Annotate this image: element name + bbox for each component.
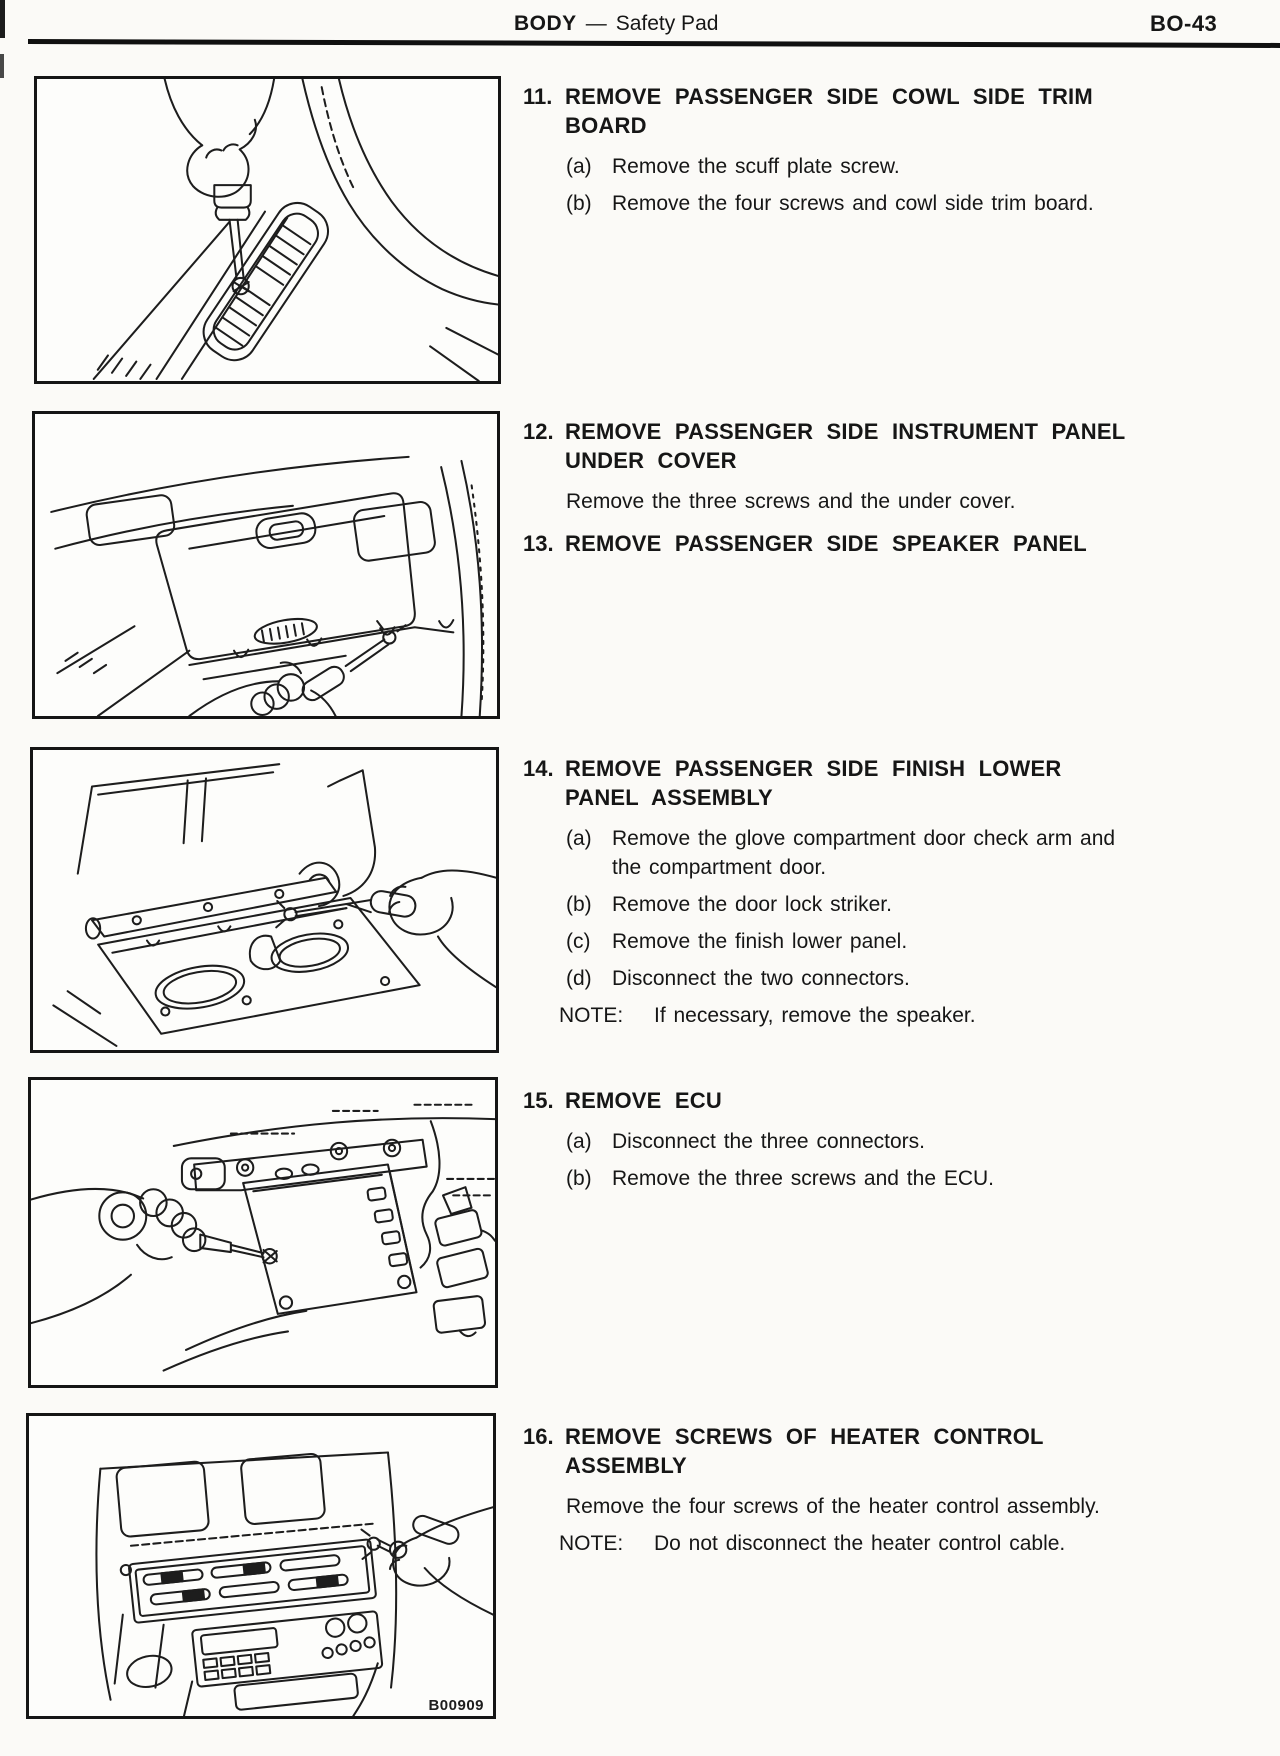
- substep-label: (a): [566, 155, 592, 178]
- figure-code: B00909: [428, 1697, 484, 1714]
- substep: [523, 890, 1135, 919]
- illustration-heater-control: [26, 1413, 496, 1719]
- substep-text: Remove the glove compartment door check arm and the compartment door.: [612, 827, 1116, 879]
- scan-artifact: [0, 54, 4, 78]
- illustration-ecu-removal: [28, 1077, 498, 1388]
- note-text: If necessary, remove the speaker.: [654, 1004, 976, 1027]
- step-body: Remove the three screws and the under cover.: [566, 490, 1016, 513]
- substep-text: Remove the finish lower panel.: [612, 930, 908, 953]
- illustration-scuff-plate-screw: [34, 76, 501, 384]
- note-label: NOTE:: [559, 1532, 624, 1555]
- substep-label: (a): [566, 1130, 592, 1153]
- step-title: [565, 417, 1125, 475]
- header-rule: [28, 39, 1280, 48]
- step-title-line: REMOVE PASSENGER SIDE INSTRUMENT PANEL: [565, 419, 1126, 444]
- step-title-line: UNDER COVER: [565, 448, 737, 473]
- step-title-line: BOARD: [565, 113, 647, 138]
- header-separator: —: [585, 12, 607, 35]
- step-title: [565, 82, 1093, 140]
- step-title-line: REMOVE PASSENGER SIDE SPEAKER PANEL: [565, 531, 1087, 556]
- illustration-finish-lower-panel: [30, 747, 499, 1053]
- step-body: Remove the four screws of the heater control assembly.: [566, 1495, 1100, 1518]
- step-number: 16.: [523, 1424, 554, 1449]
- substep-label: (d): [566, 967, 592, 990]
- substep-text: Remove the three screws and the ECU.: [612, 1167, 995, 1190]
- subsection-title: Safety Pad: [615, 12, 719, 35]
- step-12: [523, 417, 1135, 516]
- step-title-line: REMOVE ECU: [565, 1088, 722, 1113]
- step-title-line: REMOVE PASSENGER SIDE FINISH LOWER: [565, 756, 1062, 781]
- section-title: BODY: [514, 12, 577, 35]
- note: [523, 1001, 1135, 1030]
- note-text: Do not disconnect the heater control cable.: [654, 1532, 1066, 1555]
- substep-label: (b): [566, 893, 592, 916]
- illustration-under-cover: [32, 411, 500, 719]
- substep-label: (b): [566, 192, 592, 215]
- substep: [523, 927, 1135, 956]
- substep: [523, 152, 1135, 181]
- step-16: [523, 1422, 1135, 1558]
- step-title-line: REMOVE PASSENGER SIDE COWL SIDE TRIM: [565, 84, 1093, 109]
- step-15: [523, 1086, 1135, 1193]
- substep: [523, 189, 1135, 218]
- step-number: 14.: [523, 756, 554, 781]
- step-title: [565, 1086, 722, 1115]
- substep: [523, 964, 1135, 993]
- step-number: 13.: [523, 531, 554, 556]
- substep: [523, 1164, 1135, 1193]
- step-14: [523, 754, 1135, 1030]
- substep-label: (b): [566, 1167, 592, 1190]
- note-label: NOTE:: [559, 1004, 624, 1027]
- step-number: 11.: [523, 84, 553, 109]
- page-header: [514, 12, 718, 36]
- substep-label: (a): [566, 827, 592, 850]
- step-title: [565, 1422, 1044, 1480]
- step-11: [523, 82, 1135, 218]
- step-title: [565, 529, 1087, 558]
- step-title-line: PANEL ASSEMBLY: [565, 785, 773, 810]
- step-title-line: REMOVE SCREWS OF HEATER CONTROL: [565, 1424, 1044, 1449]
- step-13: [523, 529, 1135, 558]
- note: [523, 1529, 1135, 1558]
- page-number: BO-43: [1150, 11, 1218, 36]
- step-title-line: ASSEMBLY: [565, 1453, 687, 1478]
- substep: [523, 824, 1135, 882]
- substep-text: Disconnect the two connectors.: [612, 967, 910, 990]
- substep-text: Disconnect the three connectors.: [612, 1130, 926, 1153]
- substep-text: Remove the four screws and cowl side trim board.: [612, 192, 1094, 215]
- substep: [523, 1127, 1135, 1156]
- substep-label: (c): [566, 930, 591, 953]
- substep-text: Remove the scuff plate screw.: [612, 155, 900, 178]
- step-number: 12.: [523, 419, 554, 444]
- substep-text: Remove the door lock striker.: [612, 893, 892, 916]
- step-title: [565, 754, 1061, 812]
- scan-artifact: [0, 0, 5, 38]
- step-number: 15.: [523, 1088, 554, 1113]
